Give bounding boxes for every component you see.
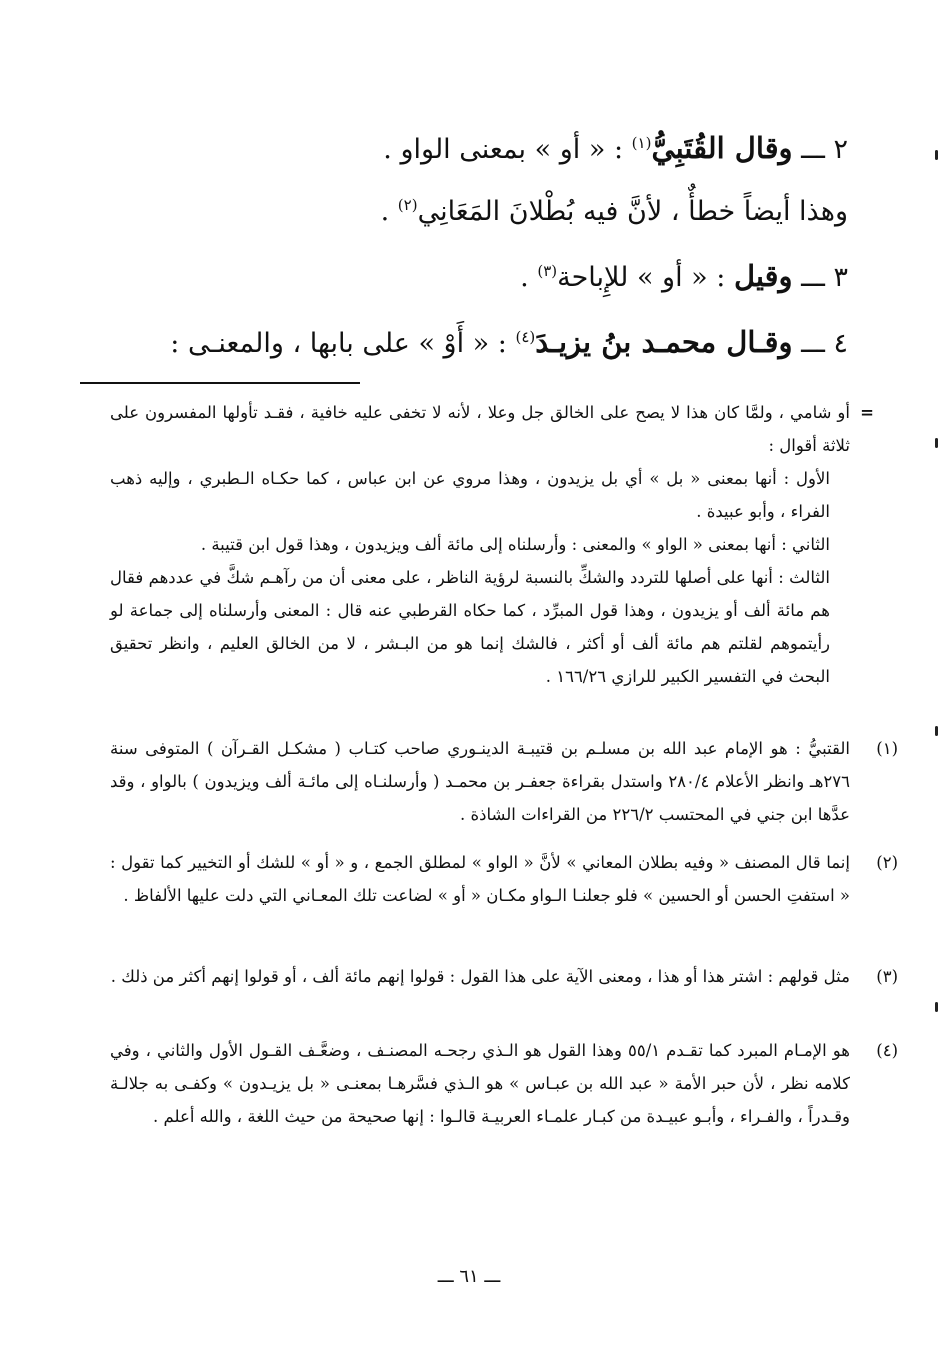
speaker-name: وقال القُتَبِيُّ (651, 131, 793, 165)
footnote-ref: (١) (631, 134, 652, 152)
footnote-number: (٤) (876, 1041, 898, 1060)
footnote-4 (110, 1034, 898, 1133)
line-text: وهذا أيضاً خطأٌ ، لأنَّ فيه بُطْلانَ المَعَانِي (417, 196, 848, 227)
footnote-text: القتبيُّ : هو الإمام عبد الله بن مسلـم بن قتيبـة الدينـوري صاحب كتـاب ( مشكـل القـرآن ) المتوفى سنة ٢٧٦هـ وانظر الأعلام ٢٨٠/٤ واستدل بقراءة جعفـر بن محمـد ( وأرسلنـاه إلى مائـة ألف ويزيدون ) بالواو ، وقد عدَّها ابن جني في المحتسب ٢٢٦/٢ من القراءات الشاذة . (110, 739, 850, 824)
footnote-text: مثل قولهم : اشتر هذا أو هذا ، ومعنى الآية على هذا القول : قولوا إنهم مائة ألف ، أو قولوا إنهم أكثر من ذلك . (110, 967, 850, 986)
footnote-separator (80, 382, 360, 384)
main-line-4 (88, 322, 848, 364)
footnote-paragraph: أو شامي ، ولمَّا كان هذا لا يصح على الخالق جل وعلا ، لأنه لا تخفى عليه خافية ، فقـد تأولها المفسرون على ثلاثة أقوال : (110, 403, 850, 455)
footnote-number: (٢) (876, 853, 898, 872)
footnote-number: (١) (876, 739, 898, 758)
item-number: ٣ ـــ (801, 262, 848, 293)
footnote-continuation (110, 396, 874, 693)
item-number: ٤ ـــ (801, 328, 848, 359)
speaker-name: وقيل (733, 259, 793, 293)
footnote-2 (110, 846, 898, 912)
item-number: ٢ ـــ (801, 134, 848, 165)
line-text: : « أو » بمعنى الواو . (383, 134, 624, 165)
footnote-text: إنما قال المصنف « وفيه بطلان المعاني » لأنَّ « الواو » لمطلق الجمع ، و « أو » للشك أو التخيير كما تقول : « استفتِ الحسن أو الحسين » فلو جعلنـا الـواو مكـان « أو » لضاعت تلك المعـاني التي دلت عليها الألفاظ . (110, 853, 850, 905)
footnote-paragraph: الثاني : أنها بمعنى « الواو » والمعنى : وأرسلناه إلى مائة ألف ويزيدون ، وهذا قول ابن قتيبة . (200, 535, 830, 554)
footnote-paragraph: الثالث : أنها على أصلها للتردد والشكِّ بالنسبة لرؤية الناظر ، على معنى أن من رآهـم شكَّ في عددهم فقال هم مائة ألف أو يزيدون ، وهذا قول المبرِّد ، كما حكاه القرطبي عنه قال : المعنى وأرسلناه إلى جماعة لو رأيتموهم لقلتم هم مائة ألف أو أكثر ، فالشك إنما هو من البـشر ، لا من الخالق العليم ، وانظر تحقيق البحث في التفسير الكبير للرازي ١٦٦/٢٦ . (110, 568, 830, 686)
line-text: : « أَوْ » على بابها ، والمعنـى : (170, 328, 507, 359)
main-line-1 (88, 128, 848, 170)
line-end: . (380, 196, 390, 227)
footnote-1 (110, 732, 898, 831)
footnote-ref: (٣) (537, 262, 558, 280)
footnote-number: (٣) (876, 967, 898, 986)
footnote-ref: (٢) (397, 196, 418, 214)
main-line-3 (88, 256, 848, 298)
footnote-3 (110, 960, 898, 993)
page-number: ـــ ٦١ ـــ (437, 1266, 501, 1287)
main-line-2 (88, 192, 848, 232)
continuation-mark: = (860, 403, 874, 422)
speaker-name: وقـال محمـد بنُ يزيـدَ (535, 325, 793, 359)
footnote-text: هو الإمـام المبرد كما تقـدم ٥٥/١ وهذا القول هو الـذي رجحـه المصنـف ، وضعَّـف القـول الأول والثاني ، وفي كلامه نظر ، لأن حبر الأمة « عبد الله بن عبـاس » هو الـذي فسَّرهـا بمعنـى « بل يزيـدون » وكفـى به جلالـة وقـدراً ، والفـراء ، وأبـو عبيـدة من كبـار علمـاء العربيـة قالـوا : إنها صحيحة من حيث اللغة ، والله أعلم . (110, 1041, 851, 1126)
footnote-ref: (٤) (515, 328, 536, 346)
line-text: : « أو » للإِباحة (557, 262, 726, 293)
line-end: . (520, 262, 529, 293)
footnote-paragraph: الأول : أنها بمعنى « بل » أي بل يزيدون ، وهذا مروي عن ابن عباس ، كما حكـاه الـطبري ، وإليه ذهب الفراء ، وأبو عبيدة . (110, 469, 830, 521)
